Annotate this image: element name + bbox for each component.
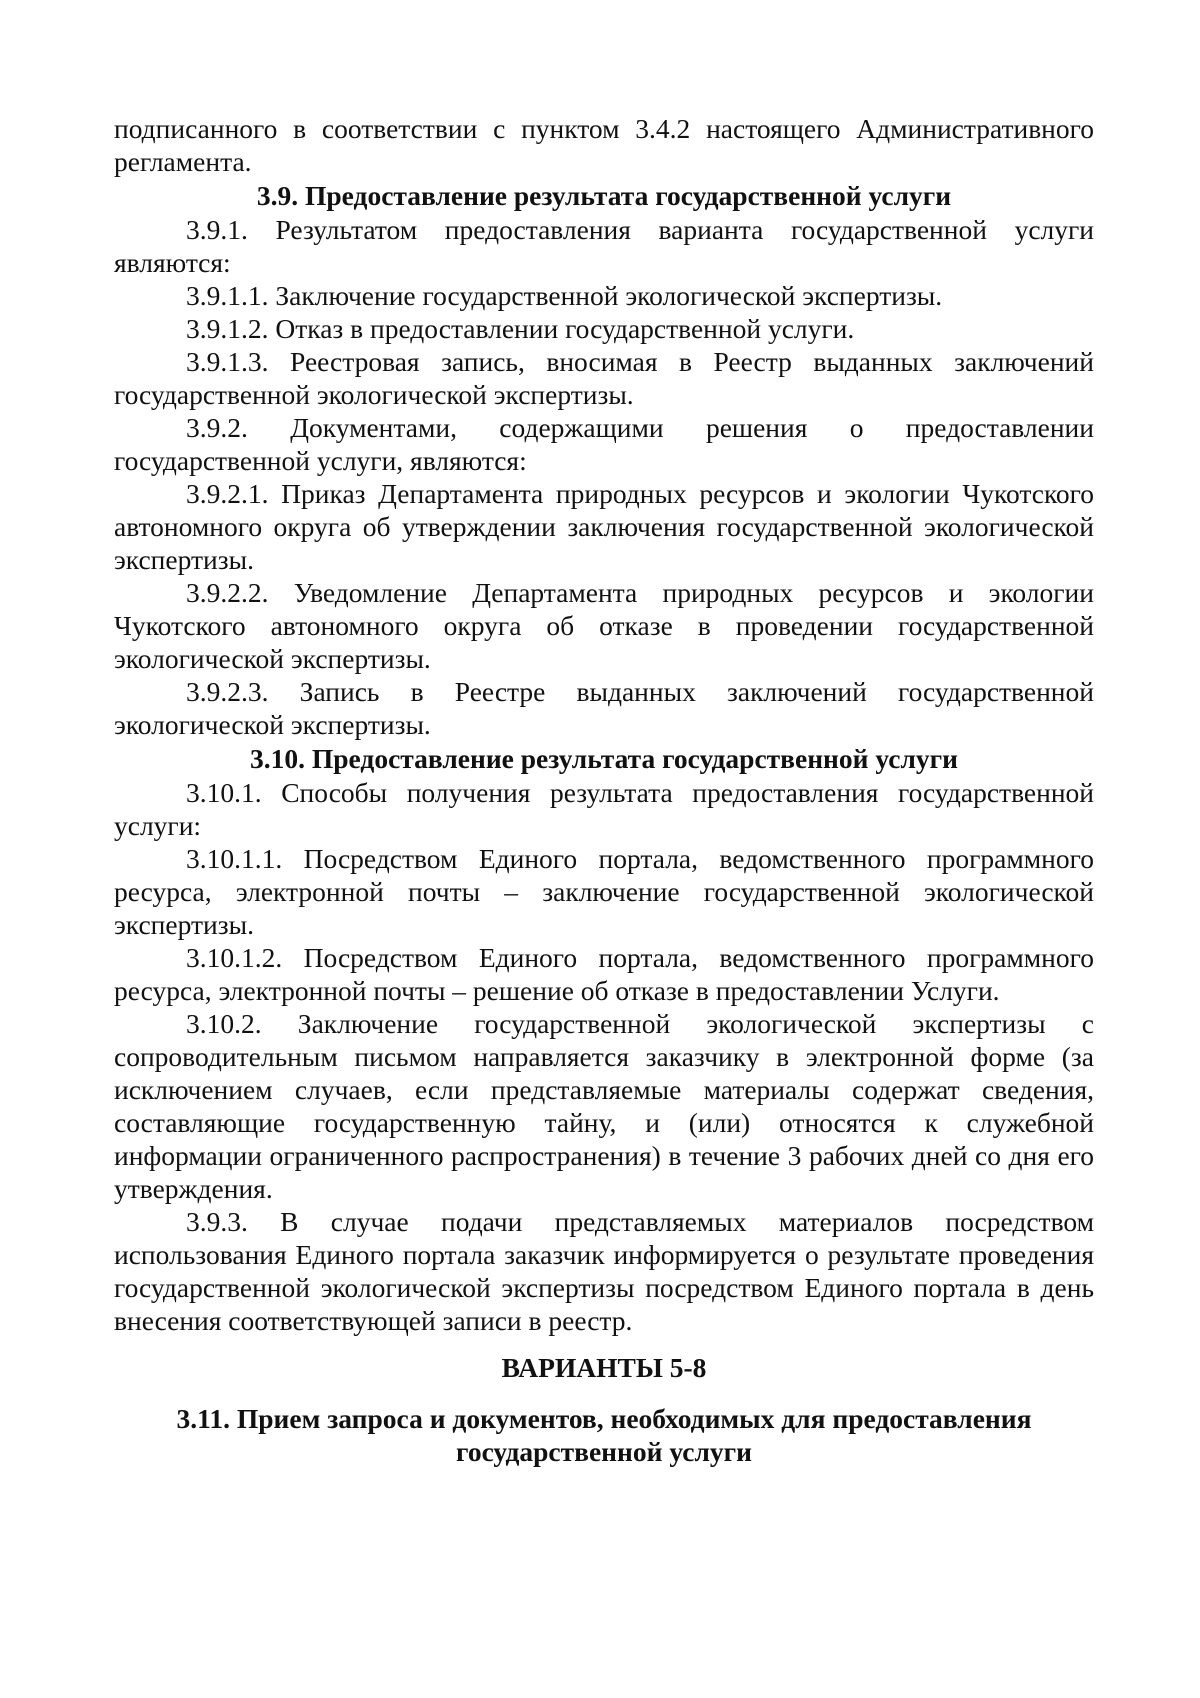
paragraph-3-9-1-2: 3.9.1.2. Отказ в предоставлении государственной услуги. <box>186 313 855 344</box>
paragraph-3-9-1-1: 3.9.1.1. Заключение государственной экологической экспертизы. <box>186 280 943 311</box>
section-heading-3-9: 3.9. Предоставление результата государственной услуги <box>256 180 952 211</box>
document-page <box>114 112 1094 1468</box>
paragraph-3-10-1: 3.10.1. Способы получения результата предоставления государственной услуги: <box>114 777 1094 841</box>
paragraph-3-9-1-3: 3.9.1.3. Реестровая запись, вносимая в Реестр выданных заключений государственной экологической экспертизы. <box>114 346 1094 410</box>
paragraph-3-9-2-1: 3.9.2.1. Приказ Департамента природных ресурсов и экологии Чукотского автономного округа об утверждении заключения государственной экологической экспертизы. <box>114 478 1094 575</box>
section-heading-3-11: 3.11. Прием запроса и документов, необходимых для предоставления государственной услуги <box>176 1403 1032 1467</box>
variants-heading: ВАРИАНТЫ 5-8 <box>501 1352 707 1383</box>
paragraph-3-9-2: 3.9.2. Документами, содержащими решения о предоставлении государственной услуги, являются: <box>114 412 1094 476</box>
paragraph-3-9-3: 3.9.3. В случае подачи представляемых материалов посредством использования Единого портала заказчик информируется о результате проведения государственной экологической экспертизы посредством Единого портала в день внесения соответствующей записи в реестр. <box>114 1206 1094 1336</box>
paragraph-3-9-2-3: 3.9.2.3. Запись в Реестре выданных заключений государственной экологической экспертизы. <box>114 676 1094 740</box>
paragraph-3-9-1: 3.9.1. Результатом предоставления варианта государственной услуги являются: <box>114 214 1094 278</box>
paragraph-3-10-1-1: 3.10.1.1. Посредством Единого портала, ведомственного программного ресурса, электронной почты – заключение государственной экологической экспертизы. <box>114 843 1094 940</box>
paragraph-3-10-2: 3.10.2. Заключение государственной экологической экспертизы с сопроводительным письмом направляется заказчику в электронной форме (за исключением случаев, если представляемые материалы содержат сведения, составляющие государственную тайну, и (или) относятся к служебной информации ограниченного распространения) в течение 3 рабочих дней со дня его утверждения. <box>114 1008 1094 1204</box>
paragraph-3-9-2-2: 3.9.2.2. Уведомление Департамента природных ресурсов и экологии Чукотского автономного округа об отказе в проведении государственной экологической экспертизы. <box>114 577 1094 674</box>
paragraph-continuation: подписанного в соответствии с пунктом 3.4.2 настоящего Административного регламента. <box>114 113 1094 177</box>
section-heading-3-10: 3.10. Предоставление результата государственной услуги <box>250 743 958 774</box>
paragraph-3-10-1-2: 3.10.1.2. Посредством Единого портала, ведомственного программного ресурса, электронной почты – решение об отказе в предоставлении Услуги. <box>114 942 1094 1006</box>
